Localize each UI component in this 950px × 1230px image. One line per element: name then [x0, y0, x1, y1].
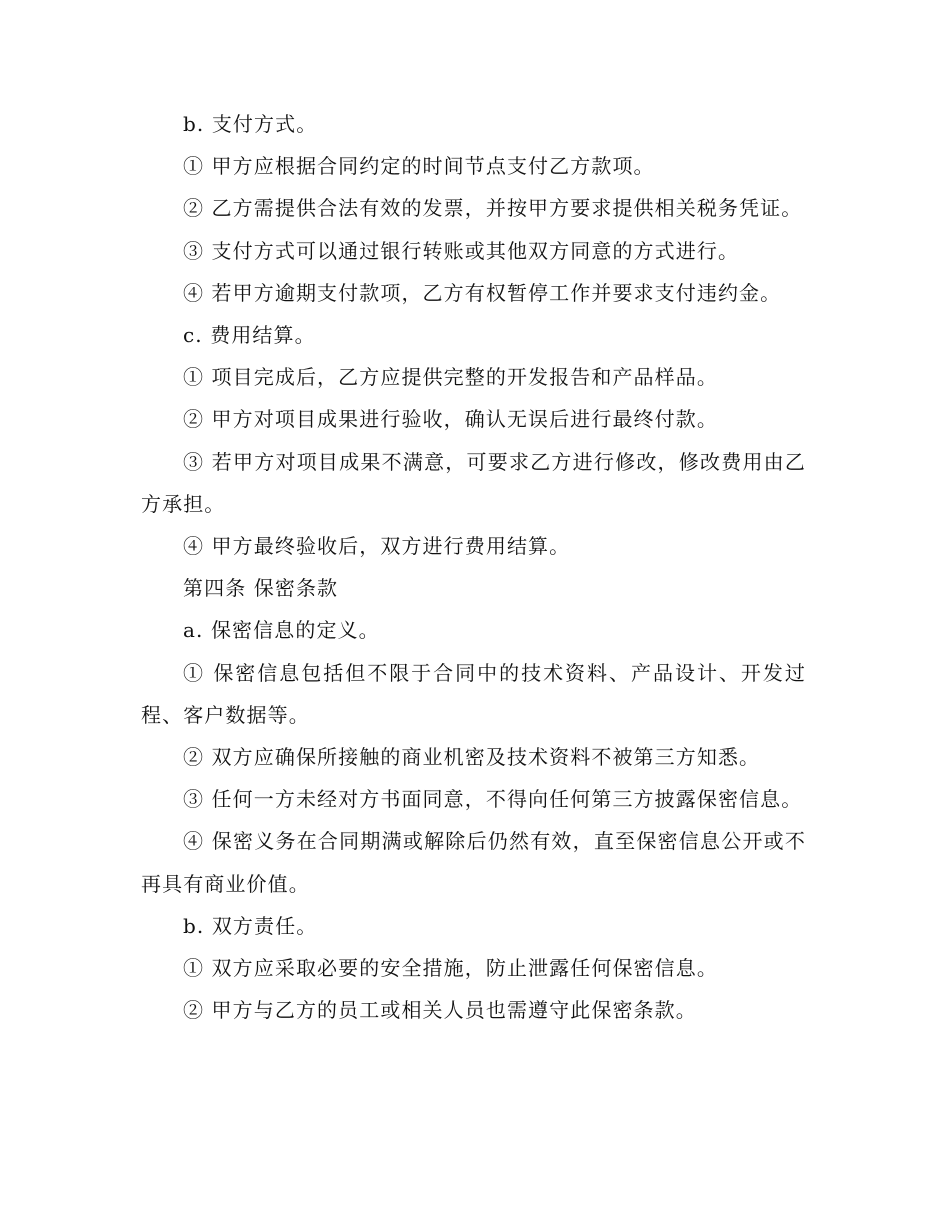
document-body — [141, 103, 806, 1031]
clause-payment-3: ③ 支付方式可以通过银行转账或其他双方同意的方式进行。 — [183, 238, 740, 263]
clause-definition-2: ② 双方应确保所接触的商业机密及技术资料不被第三方知悉。 — [183, 745, 761, 770]
clause-settlement-4: ④ 甲方最终验收后，双方进行费用结算。 — [183, 534, 571, 559]
clause-payment-2: ② 乙方需提供合法有效的发票，并按甲方要求提供相关税务凭证。 — [183, 196, 803, 221]
article-heading-confidentiality: 第四条 保密条款 — [183, 576, 339, 601]
clause-settlement-2: ② 甲方对项目成果进行验收，确认无误后进行最终付款。 — [183, 407, 718, 432]
clause-responsibility-2: ② 甲方与乙方的员工或相关人员也需遵守此保密条款。 — [183, 998, 697, 1023]
clause-definition-4: ④ 保密义务在合同期满或解除后仍然有效，直至保密信息公开或不再具有商业价值。 — [141, 829, 806, 896]
clause-settlement-1: ① 项目完成后，乙方应提供完整的开发报告和产品样品。 — [183, 365, 718, 390]
clause-definition-3: ③ 任何一方未经对方书面同意，不得向任何第三方披露保密信息。 — [183, 787, 803, 812]
subsection-heading-responsibilities: b. 双方责任。 — [183, 913, 318, 938]
clause-payment-4: ④ 若甲方逾期支付款项，乙方有权暂停工作并要求支付违约金。 — [183, 280, 782, 305]
clause-definition-1: ① 保密信息包括但不限于合同中的技术资料、产品设计、开发过程、客户数据等。 — [141, 660, 806, 727]
clause-payment-1: ① 甲方应根据合同约定的时间节点支付乙方款项。 — [183, 154, 655, 179]
subsection-heading-definition: a. 保密信息的定义。 — [183, 618, 380, 643]
clause-settlement-3: ③ 若甲方对项目成果不满意，可要求乙方进行修改，修改费用由乙方承担。 — [141, 449, 806, 516]
clause-responsibility-1: ① 双方应采取必要的安全措施，防止泄露任何保密信息。 — [183, 956, 718, 981]
subsection-heading-payment-method: b. 支付方式。 — [183, 112, 318, 136]
subsection-heading-settlement: c. 费用结算。 — [183, 323, 316, 348]
